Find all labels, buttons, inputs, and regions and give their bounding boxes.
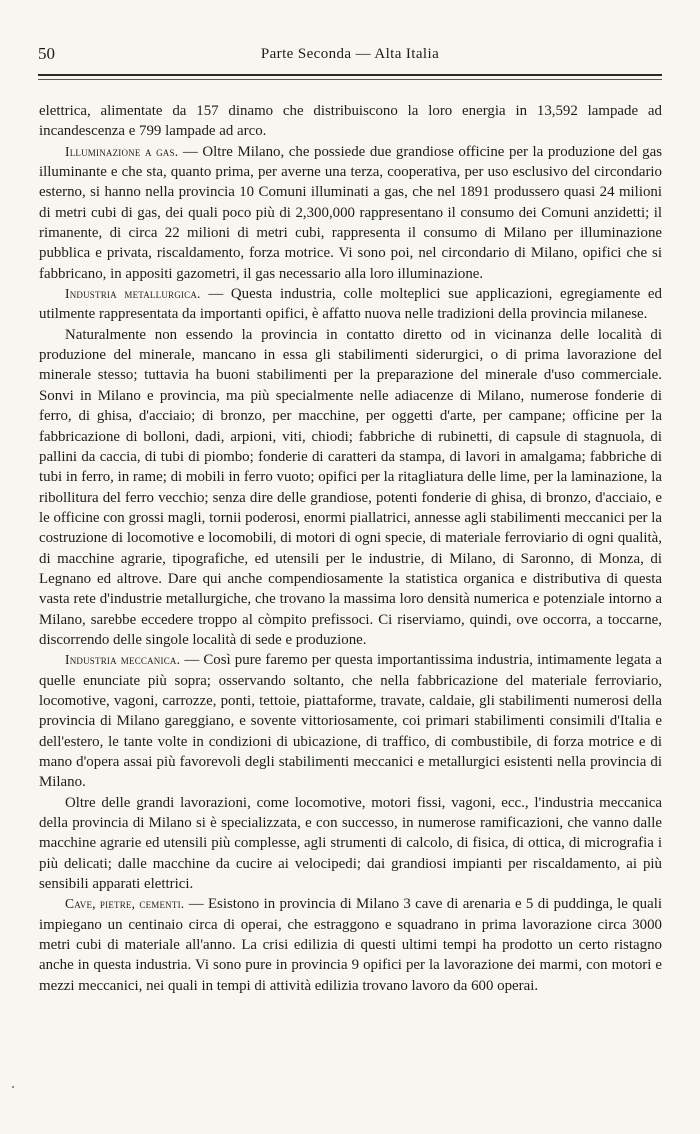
header-rule xyxy=(38,74,662,76)
paragraph-text: Oltre delle grandi lavorazioni, come locomotive, motori fissi, vagoni, ecc., l'industria meccanica della provincia di Milano si è specializzata, e con successo, in numerose ramificazioni, che vanno dalle macchine agrarie ed utensili più complesse, agli strumenti di calcolo, di fisica, di ottica, di micrografia i più delicati; dalle macchine da cucire ai velocipedi; dai grandiosi impianti per riscaldamento, ai più sensibili apparati elettrici. xyxy=(39,794,662,893)
body-text xyxy=(39,101,662,996)
paragraph-text: — Così pure faremo per questa importantissima industria, intimamente legata a quelle enunciate più sopra; osservando soltanto, che nella fabbricazione del materiale ferroviario, locomotive, vagoni, carrozze, ponti, tettoie, piattaforme, travate, caldaie, gli stabilimenti numerosi della provincia di Milano gareggiano, e sovente vittoriosamente, coi primari stabilimenti consimili d'Italia e dell'estero, le tante volte in condizioni di ubicazione, di traffico, di combustibile, di forza motrice e di mano d'opera assai più favorevoli degli stabilimenti meccanici e metallurgici esistenti nella provincia di Milano. xyxy=(39,652,662,791)
paragraph-text: — Oltre Milano, che possiede due grandiose officine per la produzione del gas illuminante e che sta, quanto prima, per averne una terza, cooperativa, per uso esclusivo del circondario esterno, si hanno nella provincia 10 Comuni illuminati a gas, che nel 1891 produssero quasi 24 milioni di metri cubi di gas, dei quali poco più di 2,300,000 rappresentano il consumo dei Comuni anzidetti; il rimanente, di circa 22 milioni di metri cubi, rappresenta il consumo di Milano per illuminazione pubblica e privata, riscaldamento, forza motrice. Vi sono poi, nel circondario di Milano, opifici che si fabbricano, in appositi gazometri, il gas necessario alla loro illuminazione. xyxy=(39,143,662,282)
section-heading: Industria metallurgica. xyxy=(65,286,201,302)
section-heading: Cave, pietre, cementi. xyxy=(65,896,185,912)
page-header xyxy=(38,44,662,68)
running-head: Parte Seconda — Alta Italia xyxy=(260,46,440,62)
paragraph-continuation xyxy=(39,101,662,142)
header-rule-thin xyxy=(38,79,662,80)
paragraph-metallurgica-detail xyxy=(39,325,662,651)
paragraph-meccanica-detail xyxy=(39,793,662,895)
paragraph-text: Naturalmente non essendo la provincia in contatto diretto od in vicinanza delle località di produzione del minerale, mancano in essa gli stabilimenti siderurgici, o di prima lavorazione del minerale stesso; tuttavia ha buoni stabilimenti per la preparazione del minerale d'uso commerciale. Sonvi in Milano e provincia, ma più specialmente nelle adiacenze di Milano, numerose fonderie di ferro, di ghisa, d'acciaio; di bronzo, per macchine, per oggetti d'arte, per campane; officine per la fabbricazione di bolloni, dadi, arpioni, viti, chiodi; fabbriche di rubinetti, di capsule di stagnuola, di pallini da caccia, di tubi di piombo; fonderie di caratteri da stampa, di lavori in amalgama; fabbriche di tubi in ferro, in rame; di mobili in ferro vuoto; opifici per la ritagliatura delle lime, per la laminazione, la ribollitura del ferro vecchio; senza dire delle grandiose, potenti fonderie di ghisa, di bronzo, d'acciaio, e le officine con grossi magli, tornii poderosi, enormi piallatrici, annesse agli stabilimenti meccanici per la costruzione di locomotive e locomobili, di motori di ogni specie, di materiale ferroviario di ogni qualità, di macchine agrarie, tipografiche, ed utensili per le industrie, di Milano, di Saronno, di Monza, di Legnano ed altrove. Dare qui anche compendiosamente la statistica organica e distributiva di questa vasta rete d'industrie metallurgiche, che trovano la massima loro densità numerica e potenziale intorno a Milano, sarebbe eccedere troppo al còmpito prefissoci. Ci riserviamo, quindi, ove occorra, a toccarne, discorrendo delle singole località di sede e produzione. xyxy=(39,326,662,648)
paragraph-text: — Esistono in provincia di Milano 3 cave di arenaria e 5 di puddinga, le quali impiegano un centinaio circa di operai, che estraggono e squadrano in prima lavorazione circa 3000 metri cubi di materiale all'anno. La crisi edilizia di questi ultimi tempi ha prodotto un certo ristagno anche in questa industria. Vi sono pure in provincia 9 opifici per la lavorazione dei marmi, con motori e mezzi meccanici, nei quali in tempi di attività edilizia trovano lavoro da 600 operai. xyxy=(39,896,662,994)
paragraph-text: — Questa industria, colle molteplici sue applicazioni, egregiamente ed utilmente rappresentata da importanti opifici, è affatto nuova nelle tradizioni della provincia milanese. xyxy=(39,286,662,323)
paragraph-illuminazione xyxy=(39,142,662,284)
section-heading: Illuminazione a gas. xyxy=(65,143,179,159)
section-heading: Industria meccanica. xyxy=(65,652,181,668)
margin-mark xyxy=(12,1086,14,1088)
paragraph-metallurgica xyxy=(39,284,662,325)
page-number: 50 xyxy=(38,44,55,63)
paragraph-cave xyxy=(39,894,662,996)
paragraph-meccanica xyxy=(39,650,662,792)
paragraph-text: elettrica, alimentate da 157 dinamo che distribuiscono la loro energia in 13,592 lampade ad incandescenza e 799 lampade ad arco. xyxy=(39,103,662,140)
